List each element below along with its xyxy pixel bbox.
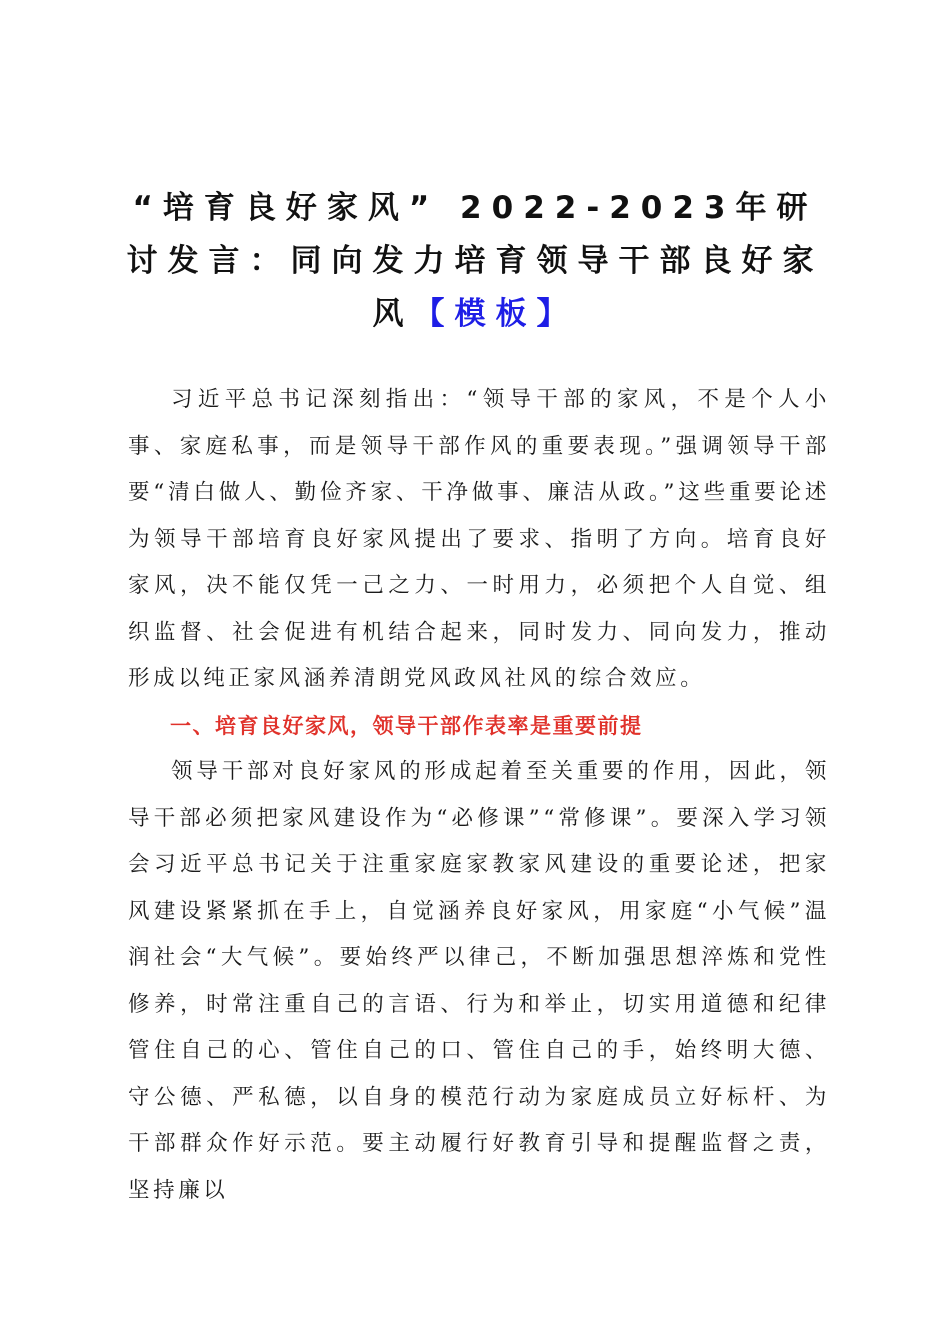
title-main: “培育良好家风” 2022-2023年研讨发言：同向发力培育领导干部良好家风	[126, 190, 824, 332]
document-body	[128, 377, 830, 1214]
intro-paragraph: 习近平总书记深刻指出：“领导干部的家风，不是个人小事、家庭私事，而是领导干部作风的重要表现。”强调领导干部要“清白做人、勤俭齐家、干净做事、廉洁从政。”这些重要论述为领导干部培育良好家风提出了要求、指明了方向。培育良好家风，决不能仅凭一己之力、一时用力，必须把个人自觉、组织监督、社会促进有机结合起来，同时发力、同向发力，推动形成以纯正家风涵养清朗党风政风社风的综合效应。	[128, 387, 830, 691]
section-paragraph: 领导干部对良好家风的形成起着至关重要的作用，因此，领导干部必须把家风建设作为“必修课”“常修课”。要深入学习领会习近平总书记关于注重家庭家教家风建设的重要论述，把家风建设紧紧抓在手上，自觉涵养良好家风，用家庭“小气候”温润社会“大气候”。要始终严以律己，不断加强思想淬炼和党性修养，时常注重自己的言语、行为和举止，切实用道德和纪律管住自己的心、管住自己的口、管住自己的手，始终明大德、守公德、严私德，以自身的模范行动为家庭成员立好标杆、为干部群众作好示范。要主动履行好教育引导和提醒监督之责，坚持廉以	[128, 759, 830, 1203]
section-heading: 一、培育良好家风，领导干部作表率是重要前提	[170, 713, 643, 738]
title-template-tag: 【模板】	[413, 296, 578, 332]
document-title	[120, 182, 830, 341]
